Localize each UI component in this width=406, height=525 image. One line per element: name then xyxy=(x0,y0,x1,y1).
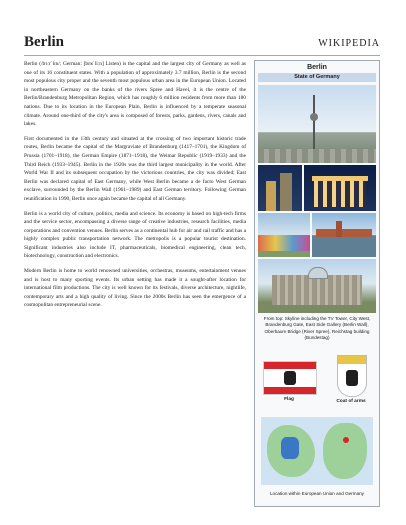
wikipedia-wordmark[interactable]: WIKIPEDIA xyxy=(318,38,380,49)
photo-city-west-night[interactable] xyxy=(258,165,302,211)
photo-brandenburg-gate[interactable] xyxy=(304,165,376,211)
infobox-subtitle: State of Germany xyxy=(258,73,376,82)
infobox-title: Berlin xyxy=(307,64,327,71)
coat-of-arms[interactable] xyxy=(337,355,367,397)
page-title: Berlin xyxy=(24,34,64,50)
article-body xyxy=(24,60,246,316)
flag-of-berlin[interactable] xyxy=(263,361,317,395)
flag-label: Flag xyxy=(284,397,294,402)
paragraph-intro: Berlin (/bɜːrˈlɪn/; German: [bɛʁˈliːn] Listen) is the capital and the largest city of Germany as well as one of its 16 constituent states. With a population of approximately 3.7 million, Berlin is the second most populous city proper and the seventh most populous urban area in the European Union. Located in northeastern Germany on the banks of the rivers Spree and Havel, it is the centre of the Berlin/Brandenburg Metropolitan Region, which has roughly 6 million residents from more than 180 nations. Due to its location in the European Plain, Berlin is influenced by a temperate seasonal climate. Around one-third of the city's area is composed of forests, parks, gardens, rivers, canals and lakes. xyxy=(24,61,246,128)
paragraph-culture: Modern Berlin is home to world renowned universities, orchestras, museums, entertainment venues and is host to many sporting events. Its urban setting has made it a sought-after location for international film productions. The city is well known for its festivals, diverse architecture, nightlife, contemporary arts and a high quality of living. Since the 2000s Berlin has seen the emergence of a cosmopolitan entrepreneurial scene. xyxy=(24,268,246,309)
coat-of-arms-label: Coat of arms xyxy=(336,399,366,404)
map-caption: Location within European Union and Germany xyxy=(270,491,364,496)
location-map[interactable] xyxy=(261,417,373,485)
photo-caption: From top: Skyline including the TV Tower, City West, Brandenburg Gate, East Side Gallery (Berlin Wall), Oberbaum Bridge (River Spree), Reichstag building (Bundestag) xyxy=(263,316,371,341)
title-rule xyxy=(24,55,380,56)
photo-east-side-gallery[interactable] xyxy=(258,213,310,257)
photo-oberbaum-bridge[interactable] xyxy=(312,213,376,257)
infobox xyxy=(254,60,380,507)
photo-skyline-tv-tower[interactable] xyxy=(258,85,376,163)
paragraph-economy: Berlin is a world city of culture, politics, media and science. Its economy is based on high-tech firms and the service sector, encompassing a diverse range of creative industries, research facilities, media corporations and convention venues. Berlin serves as a continental hub for air and rail traffic and has a highly complex public transportation network. The metropolis is a popular tourist destination. Significant industries also include IT, pharmaceuticals, biomedical engineering, clean tech, biotechnology, construction and electronics. xyxy=(24,210,246,260)
paragraph-history: First documented in the 13th century and situated at the crossing of two important historic trade routes, Berlin became the capital of the Margraviate of Brandenburg (1417–1701), the Kingdom of Prussia (1701–1918), the German Empire (1871–1918), the Weimar Republic (1919–1933) and the Third Reich (1933–1945). Berlin in the 1920s was the third largest municipality in the world. After World War II and its subsequent occupation by the victorious countries, the city was divided; East Berlin was declared capital of East Germany, while West Berlin became a de facto West German exclave, surrounded by the Berlin Wall (1961–1989) and East German territory. Following German reunification in 1990, Berlin once again became the capital of all Germany. xyxy=(24,135,246,202)
photo-reichstag[interactable] xyxy=(258,259,376,313)
